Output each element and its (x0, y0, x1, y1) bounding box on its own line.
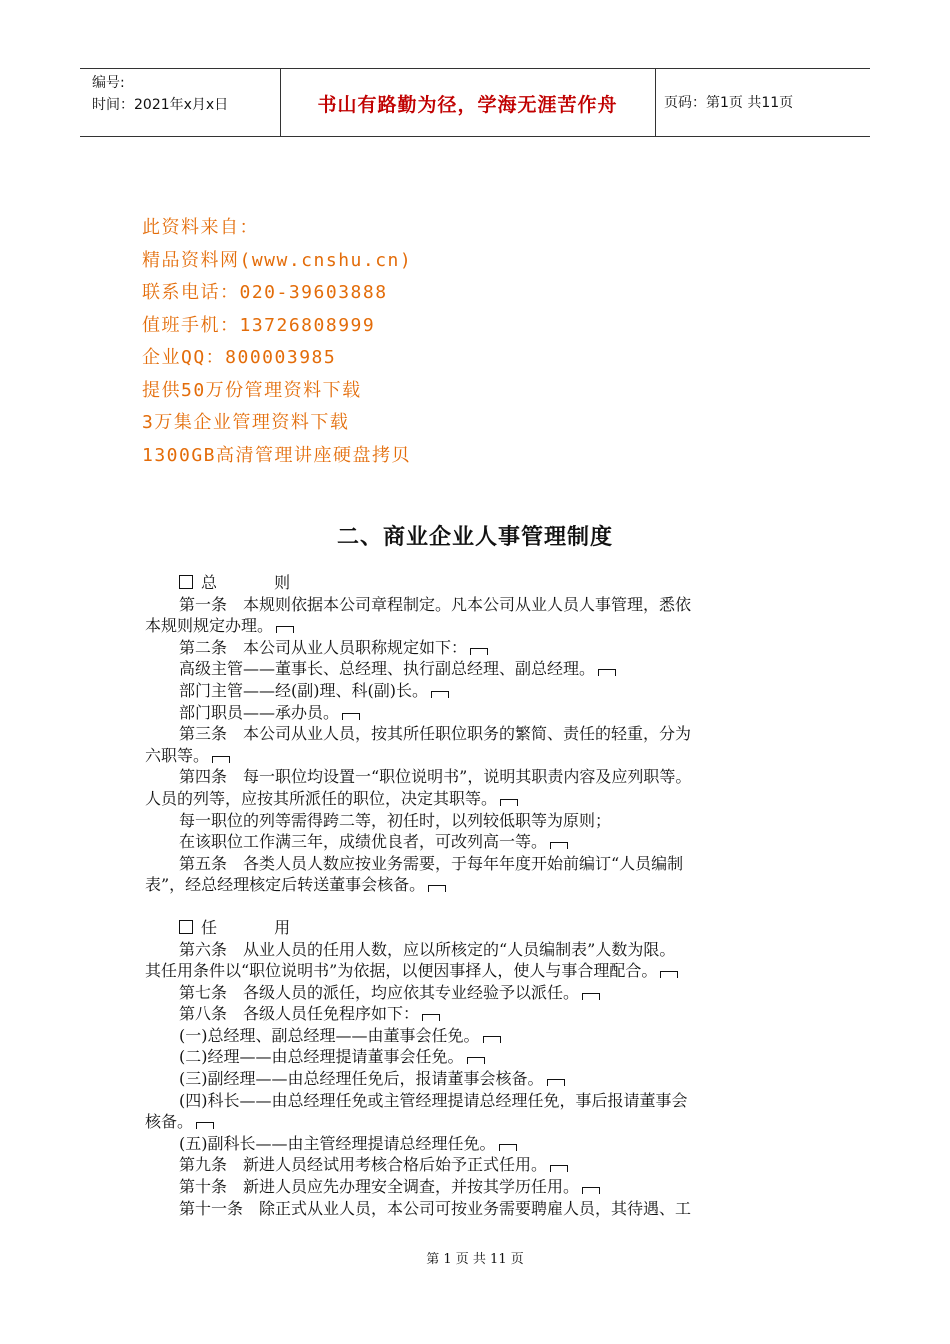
paragraph-line: 第七条 各级人员的派任，均应依其专业经验予以派任。 (145, 982, 825, 1004)
paragraph-mark-icon (196, 1122, 214, 1129)
promo-line: 1300GB高清管理讲座硬盘拷贝 (142, 444, 412, 466)
paragraph-line: 第三条 本公司从业人员，按其所任职位职务的繁简、责任的轻重，分为 (179, 724, 692, 744)
page-footer: 第 1 页 共 11 页 (426, 1252, 524, 1267)
paragraph-line: 第五条 各类人员人数应按业务需要，于每年年度开始前编订“人员编制 (179, 853, 684, 873)
checkbox-square-icon (179, 920, 193, 934)
paragraph-line: (二)经理——由总经理提请董事会任免。 (145, 1046, 825, 1068)
paragraph-line: 核备。 (145, 1111, 825, 1133)
paragraph-line: 本规则规定办理。 (145, 615, 825, 637)
section-heading-general: 总 则 (145, 572, 825, 594)
promo-line: 3万集企业管理资料下载 (142, 412, 350, 433)
paragraph-line: (五)副科长——由主管经理提请总经理任免。 (145, 1133, 825, 1155)
paragraph-line: 在该职位工作满三年，成绩优良者，可改列高一等。 (145, 831, 825, 853)
promo-line: 值班手机：13726808999 (142, 314, 376, 336)
promo-line: 精品资料网(www.cnshu.cn) (142, 249, 413, 271)
paragraph-mark-icon (550, 842, 568, 849)
header-bottom-rule (80, 136, 870, 137)
paragraph-line: 高级主管——董事长、总经理、执行副总经理、副总经理。 (145, 658, 825, 680)
paragraph-mark-icon (660, 971, 678, 978)
header-divider-right (655, 68, 656, 136)
paragraph-line: 第二条 本公司从业人员职称规定如下： (145, 637, 825, 659)
section-heading-appointment: 任 用 (145, 917, 825, 939)
paragraph-mark-icon (582, 993, 600, 1000)
promo-block (142, 212, 412, 472)
document-body (145, 572, 825, 1219)
paragraph-mark-icon (550, 1165, 568, 1172)
number-label: 编号: (92, 75, 125, 91)
paragraph-line: 第六条 从业人员的任用人数，应以所核定的“人员编制表”人数为限。 (179, 939, 676, 959)
paragraph-line: 六职等。 (145, 745, 825, 767)
paragraph-line: 表”，经总经理核定后转送董事会核备。 (145, 874, 825, 896)
promo-line: 此资料来自： (142, 217, 259, 238)
paragraph-mark-icon (342, 713, 360, 720)
header-motto: 书山有路勤为径，学海无涯苦作舟 (317, 94, 618, 116)
document-title: 二、商业企业人事管理制度 (336, 525, 613, 550)
paragraph-line: 第十一条 除正式从业人员，本公司可按业务需要聘雇人员，其待遇、工 (179, 1198, 692, 1218)
paragraph-line: 部门主管——经(副)理、科(副)长。 (145, 680, 825, 702)
paragraph-line: 其任用条件以“职位说明书”为依据，以便因事择人，使人与事合理配合。 (145, 960, 825, 982)
paragraph-mark-icon (483, 1036, 501, 1043)
paragraph-mark-icon (547, 1079, 565, 1086)
paragraph-mark-icon (428, 885, 446, 892)
paragraph-line: 第四条 每一职位均设置一“职位说明书”，说明其职责内容及应列职等。 (179, 767, 692, 787)
checkbox-square-icon (179, 575, 193, 589)
paragraph-line: 第九条 新进人员经试用考核合格后始予正式任用。 (145, 1154, 825, 1176)
paragraph-line: 部门职员——承办员。 (145, 702, 825, 724)
promo-line: 提供50万份管理资料下载 (142, 379, 362, 401)
paragraph-line: (四)科长——由总经理任免或主管经理提请总经理任免，事后报请董事会 (179, 1090, 688, 1110)
paragraph-mark-icon (499, 1144, 517, 1151)
paragraph-line: (三)副经理——由总经理任免后，报请董事会核备。 (145, 1068, 825, 1090)
paragraph-line: 第八条 各级人员任免程序如下： (145, 1003, 825, 1025)
paragraph-mark-icon (212, 756, 230, 763)
paragraph-mark-icon (431, 691, 449, 698)
paragraph-mark-icon (500, 799, 518, 806)
paragraph-mark-icon (470, 648, 488, 655)
header-left-cell (92, 72, 228, 116)
paragraph-line: (一)总经理、副总经理——由董事会任免。 (145, 1025, 825, 1047)
paragraph-line: 每一职位的列等需得跨二等，初任时，以列较低职等为原则； (179, 810, 612, 830)
paragraph-line: 人员的列等，应按其所派任的职位，决定其职等。 (145, 788, 825, 810)
paragraph-mark-icon (582, 1187, 600, 1194)
paragraph-line: 第一条 本规则依据本公司章程制定。凡本公司从业人员人事管理，悉依 (179, 594, 692, 614)
section-spacer (145, 896, 825, 917)
paragraph-line: 第十条 新进人员应先办理安全调查，并按其学历任用。 (145, 1176, 825, 1198)
paragraph-mark-icon (598, 669, 616, 676)
date-label: 时间：2021年x月x日 (92, 97, 229, 113)
paragraph-mark-icon (276, 626, 294, 633)
paragraph-mark-icon (467, 1057, 485, 1064)
header-top-rule (80, 68, 870, 69)
paragraph-mark-icon (422, 1014, 440, 1021)
promo-line: 联系电话：020-39603888 (142, 282, 388, 303)
promo-line: 企业QQ：800003985 (142, 347, 337, 368)
header-page-info: 页码：第1页 共11页 (664, 95, 794, 111)
